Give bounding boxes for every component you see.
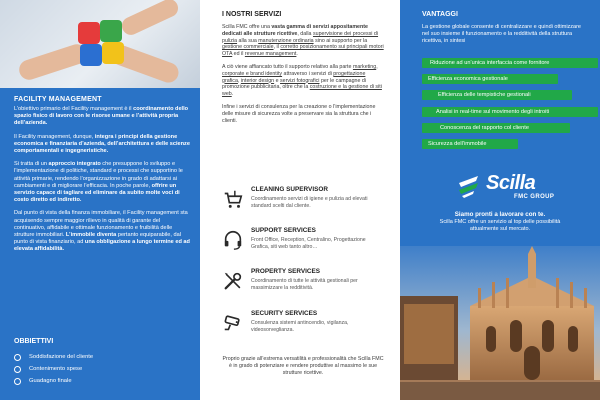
service-description: Coordinamento di tutte le attività gestionali per massimizzare la redditività. xyxy=(251,278,358,291)
service-name: SUPPORT SERVICES xyxy=(251,227,316,234)
benefit-bar: Conoscenza del rapporto col cliente xyxy=(422,123,570,133)
tagline-description: Scilla FMC offre un servizio al top delle possibilità attualmente sul mercato. xyxy=(439,219,561,232)
service-name: CLEANING SUPERVISOR xyxy=(251,186,328,193)
milan-cathedral-photo xyxy=(400,246,600,400)
services-heading: I NOSTRI SERVIZI xyxy=(222,11,282,18)
facility-management-heading: FACILITY MANAGEMENT xyxy=(14,96,102,103)
benefit-bar: Efficienza economica gestionale xyxy=(422,74,558,84)
service-support-services xyxy=(222,227,388,261)
service-cleaning-supervisor xyxy=(222,186,388,220)
list-item: Contenimento spese xyxy=(14,363,93,375)
right-panel xyxy=(400,0,600,400)
objectives-list xyxy=(14,351,93,387)
list-item: Guadagno finale xyxy=(14,375,93,387)
cleaning-cart-icon xyxy=(222,188,244,210)
services-footer: Proprio grazie all’estrema versatilità e professionalità che Scilla FMC è in grado di potenziare e rendere produttive al massimo le sue strutture ricettive. xyxy=(222,356,384,376)
headset-icon xyxy=(222,229,244,251)
benefit-bar: Analisi in real-time sul movimento degli introiti xyxy=(422,107,598,117)
logo-subtitle: FMC GROUP xyxy=(514,194,555,200)
services-intro: Scilla FMC offre una vasta gamma di servizi appositamente dedicati alle strutture ricettive, dalla supervisione dei processi di pulizia alla sua manutenzione ordinaria sino ai supporto per la gestione commerciale, il corretto posizionamento sui principali motori OTA ed il revenue management. A ciò viene affiancato tutto il supporto relativo alla parte marketing, corporate e brand identity attraverso i servizi di progettazione grafica, interior design e servizi fotografici per le campagne di promozione pubblicitaria, oltre che la costruzione e la gestione di siti web. Infine i servizi di consulenza per la creazione o l’implementazione delle misure di sicurezza volte a preservare sia la struttura che i clienti. xyxy=(222,24,384,124)
logo-name: Scilla xyxy=(486,172,536,194)
service-name: SECURITY SERVICES xyxy=(251,310,318,317)
service-description: Coordinamento servizi di igiene e pulizia ad elevati standard scelti dal cliente. xyxy=(251,196,368,209)
left-panel xyxy=(0,0,200,400)
tagline: Siamo pronti a lavorare con te. xyxy=(454,211,546,218)
puzzle-hands-photo xyxy=(0,0,200,88)
middle-panel xyxy=(200,0,400,400)
benefits-intro: La gestione globale consente di centralizzare e quindi ottimizzare nel suo insieme il funzionamento e la redditività della struttura ricettiva, in sintesi xyxy=(422,24,581,44)
security-camera-icon xyxy=(222,312,244,334)
bullet-circle-icon xyxy=(14,378,21,385)
benefits-heading: VANTAGGI xyxy=(422,11,458,18)
benefit-bar: Efficienza delle tempistiche gestionali xyxy=(422,90,572,100)
facility-management-text: L’obiettivo primario del Facility management è il coordinamento dello spazio fisico di lavoro con le risorse umane e l’attività propria dell’azienda. Il Facility management, dunque, integra i principi della gestione economica e finanziaria d’azienda, dell’architettura e delle scienze comportamentali e ingegneristiche. Si tratta di un approccio integrato che presuppone lo sviluppo e l’implementazione di politiche, standard e processi che supportino le attività primarie, rendendo l’organizzazione in grado di adattarsi ai cambiamenti e di migliorare l’efficacia. In poche parole, offrire un servizio capace di tagliare ed eliminare da subito molte voci di costo diretto ed indiretto. Dal punto di vista della finanza immobiliare, il Facility management sta acquisendo sempre maggior rilievo in qualità di garante del continuativo, affidabile e ottimale funzionamento e fruibilità delle strutture immobiliari. L’immobile diventa pertanto equiparabile, dal punto di vista finanziario, ad una obbligazione a lungo termine ed ad elevata affidabilità. xyxy=(14,106,190,253)
service-name: PROPERTY SERVICES xyxy=(251,268,321,275)
scilla-logo-mark-icon xyxy=(456,173,482,199)
scilla-logo xyxy=(400,170,600,210)
bullet-circle-icon xyxy=(14,366,21,373)
objectives-heading: OBBIETTIVI xyxy=(14,338,54,345)
bullet-circle-icon xyxy=(14,354,21,361)
list-item: Soddisfazione del cliente xyxy=(14,351,93,363)
benefits-list xyxy=(400,58,600,155)
service-description: Consulenza sistemi antincendio, vigilanza, videosorveglianza. xyxy=(251,320,349,333)
benefit-bar: Sicurezza dell’immobile xyxy=(422,139,518,149)
service-description: Front Office, Reception, Centralino, Progettazione Grafica, siti web tanto altro… xyxy=(251,237,366,250)
tools-icon xyxy=(222,270,244,292)
service-security-services xyxy=(222,310,388,344)
benefit-bar: Riduzione ad un’unica interfaccia come fornitore xyxy=(422,58,598,68)
service-property-services xyxy=(222,268,388,302)
